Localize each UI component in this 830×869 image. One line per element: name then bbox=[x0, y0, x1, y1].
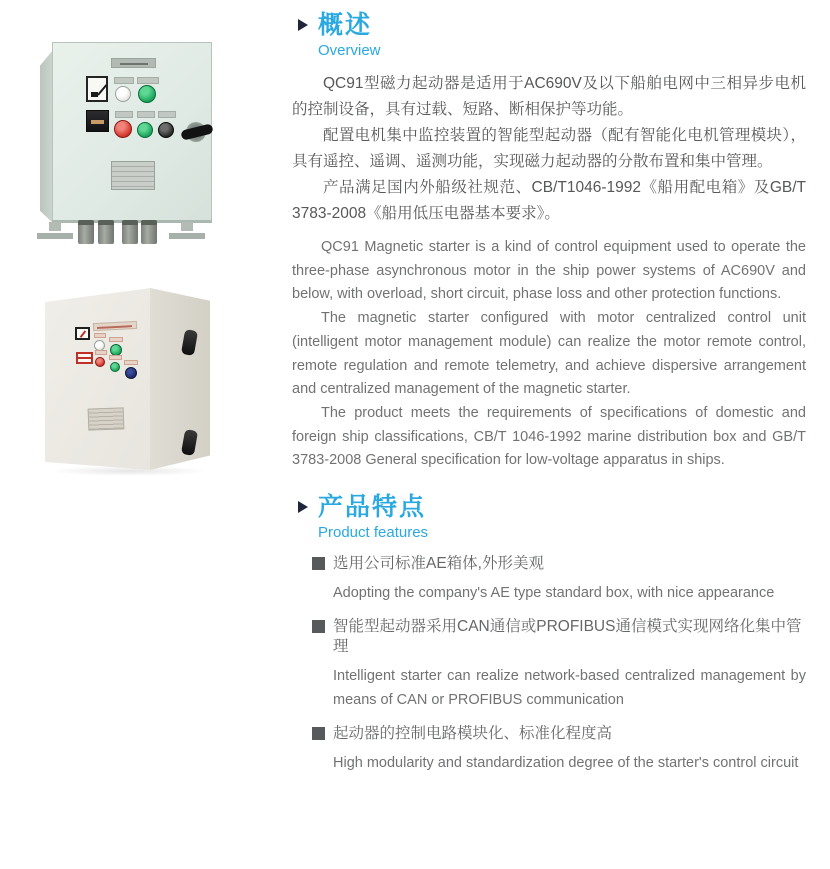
button-label-plate bbox=[158, 111, 176, 118]
button-label-plate bbox=[109, 355, 122, 360]
product-nameplate bbox=[111, 161, 155, 190]
button-label-plate bbox=[137, 77, 159, 84]
overview-chinese-paragraphs bbox=[292, 71, 806, 227]
feature-title-row bbox=[292, 617, 806, 657]
features-title-en: Product features bbox=[318, 524, 429, 542]
feature-title-row bbox=[292, 724, 806, 744]
box-top-label-plate bbox=[111, 58, 156, 68]
overview-paragraph-en: QC91 Magnetic starter is a kind of control equipment used to operate the three-phase asynchronous motor in the ship power systems of AC690V and below, with overload, short circuit, phase loss and other protection functions. bbox=[292, 239, 806, 303]
mounting-bracket bbox=[169, 222, 205, 239]
button-label-plate bbox=[115, 111, 133, 118]
product-photo-front-view bbox=[35, 40, 265, 252]
overview-paragraph-cn: 配置电机集中监控装置的智能型起动器（配有智能化电机管理模块），具有遥控、遥调、遥测功能，实现磁力起动器的分散布置和集中管理。 bbox=[292, 127, 806, 170]
relay-display-strip bbox=[91, 120, 104, 124]
protection-relay-module bbox=[86, 110, 109, 132]
product-photo-perspective-view bbox=[45, 288, 215, 480]
cable-gland bbox=[98, 220, 114, 244]
ammeter-gauge bbox=[75, 327, 90, 340]
mounting-bracket bbox=[37, 222, 73, 239]
overview-title-en: Overview bbox=[318, 42, 381, 59]
feature-title-cn: 智能型起动器采用CAN通信或PROFIBUS通信模式实现网络化集中管理 bbox=[333, 618, 802, 656]
feature-list bbox=[292, 554, 806, 775]
meter-needle bbox=[97, 84, 107, 95]
section-arrow-icon bbox=[298, 501, 308, 513]
section-header-overview bbox=[292, 10, 806, 60]
green-run-button bbox=[138, 85, 156, 103]
feature-desc-en: Intelligent starter can realize network-based centralized management by means of CAN or PROFIBUS communication bbox=[333, 668, 806, 709]
overview-paragraph-cn: 产品满足国内外船级社规范、CB/T1046-1992《船用配电箱》及GB/T 3783-2008《船用低压电器基本要求》。 bbox=[292, 179, 806, 222]
overview-paragraph-cn: QC91型磁力起动器是适用于AC690V及以下船舶电网中三相异步电机的控制设备，具有过载、短路、断相保护等功能。 bbox=[292, 75, 806, 118]
navy-reset-button bbox=[125, 367, 137, 379]
ammeter-gauge bbox=[86, 76, 108, 102]
feature-title-cn: 起动器的控制电路模块化、标准化程度高 bbox=[333, 725, 613, 743]
feature-title-cn: 选用公司标准AE箱体,外形美观 bbox=[333, 555, 544, 573]
features-title-cn: 产品特点 bbox=[318, 493, 427, 522]
green-start-button bbox=[110, 362, 120, 372]
feature-item bbox=[292, 724, 806, 775]
red-stop-button bbox=[114, 120, 132, 138]
box-right-side-panel bbox=[150, 288, 210, 470]
feature-item bbox=[292, 617, 806, 712]
feature-item bbox=[292, 554, 806, 605]
cable-gland bbox=[141, 220, 157, 244]
feature-desc-en: High modularity and standardization degree of the starter's control circuit bbox=[333, 755, 799, 772]
box-top-label-plate bbox=[93, 321, 137, 331]
overview-paragraph-en: The product meets the requirements of specifications of domestic and foreign ship classifications, CB/T 1046-1992 marine distribution box and GB/T 3783-2008 General specification for low-voltage apparatus in ships. bbox=[292, 404, 806, 469]
green-start-button bbox=[137, 122, 153, 138]
indicator-window bbox=[76, 352, 93, 364]
button-label-plate bbox=[114, 77, 134, 84]
red-stop-button bbox=[95, 357, 105, 367]
button-label-plate bbox=[124, 360, 138, 365]
button-label-plate bbox=[109, 337, 123, 342]
content-column bbox=[292, 10, 806, 775]
cable-gland bbox=[78, 220, 94, 244]
bullet-square-icon bbox=[312, 727, 325, 740]
door-latch-handle bbox=[181, 429, 198, 456]
meter-needle bbox=[80, 330, 86, 337]
door-latch-handle bbox=[181, 329, 198, 356]
white-indicator-button bbox=[115, 86, 131, 102]
bullet-square-icon bbox=[312, 620, 325, 633]
button-label-plate bbox=[137, 111, 155, 118]
feature-desc-en: Adopting the company's AE type standard box, with nice appearance bbox=[333, 585, 775, 602]
overview-paragraph-en: The magnetic starter configured with motor centralized control unit (intelligent motor management module) can realize the motor remote control, remote regulation and remote telemetry, and achieve dispersive arrangement and centralized management of the magnetic starter. bbox=[292, 310, 806, 398]
meter-mark bbox=[91, 92, 98, 97]
bullet-square-icon bbox=[312, 557, 325, 570]
button-label-plate bbox=[94, 333, 106, 338]
feature-title-row bbox=[292, 554, 806, 574]
box-front-panel bbox=[52, 42, 212, 223]
black-reset-button bbox=[158, 122, 174, 138]
product-nameplate bbox=[88, 407, 125, 430]
section-arrow-icon bbox=[298, 19, 308, 31]
button-label-plate bbox=[95, 350, 107, 355]
box-front-panel bbox=[45, 288, 151, 470]
overview-title-cn: 概述 bbox=[318, 11, 373, 39]
section-header-features bbox=[292, 492, 806, 542]
overview-english-paragraphs bbox=[292, 236, 806, 473]
cable-gland bbox=[122, 220, 138, 244]
